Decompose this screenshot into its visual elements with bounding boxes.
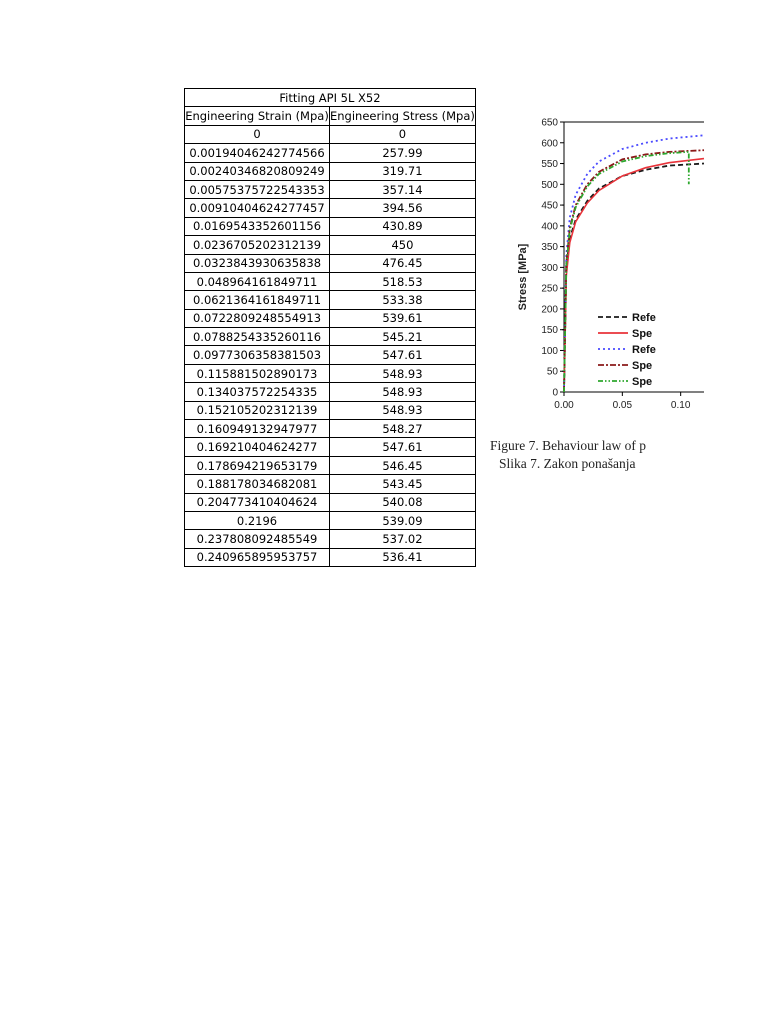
strain-cell: 0 — [185, 125, 330, 143]
strain-cell: 0.115881502890173 — [185, 364, 330, 382]
strain-cell: 0.237808092485549 — [185, 530, 330, 548]
strain-cell: 0.178694219653179 — [185, 456, 330, 474]
y-tick-label: 0 — [552, 387, 558, 399]
table-row — [185, 420, 476, 438]
stress-cell: 543.45 — [330, 475, 476, 493]
strain-cell: 0.152105202312139 — [185, 401, 330, 419]
table-title: Fitting API 5L X52 — [185, 89, 476, 107]
figure-caption-serbian: Slika 7. Zakon ponašanja — [499, 456, 636, 471]
stress-cell: 476.45 — [330, 254, 476, 272]
strain-cell: 0.0169543352601156 — [185, 217, 330, 235]
table-row — [185, 475, 476, 493]
stress-strain-chart — [510, 112, 691, 422]
table-row — [185, 125, 476, 143]
stress-cell: 533.38 — [330, 291, 476, 309]
stress-cell: 518.53 — [330, 272, 476, 290]
x-tick-label: 0.10 — [670, 400, 691, 411]
table-row — [185, 199, 476, 217]
stress-cell: 539.09 — [330, 511, 476, 529]
figure-caption-english: Figure 7. Behaviour law of p — [490, 438, 646, 453]
series-line-5 — [564, 152, 689, 392]
strain-cell: 0.00575375722543353 — [185, 180, 330, 198]
series-line-2 — [564, 159, 704, 392]
strain-cell: 0.2196 — [185, 511, 330, 529]
stress-cell: 537.02 — [330, 530, 476, 548]
column-header-stress: Engineering Stress (Mpa) — [330, 107, 476, 125]
strain-cell: 0.204773410404624 — [185, 493, 330, 511]
y-tick-label: 650 — [541, 117, 558, 129]
legend-label: Spe — [632, 376, 653, 388]
strain-cell: 0.0621364161849711 — [185, 291, 330, 309]
table-row — [185, 364, 476, 382]
table-row — [185, 254, 476, 272]
y-tick-label: 200 — [541, 304, 558, 316]
stress-cell: 548.93 — [330, 401, 476, 419]
stress-cell: 430.89 — [330, 217, 476, 235]
table-row — [185, 383, 476, 401]
table-row — [185, 328, 476, 346]
legend-label: Spe — [632, 360, 653, 372]
strain-cell: 0.00240346820809249 — [185, 162, 330, 180]
table-row — [185, 144, 476, 162]
strain-cell: 0.169210404624277 — [185, 438, 330, 456]
fitting-data-table — [184, 88, 476, 567]
stress-cell: 548.93 — [330, 364, 476, 382]
table-row — [185, 511, 476, 529]
stress-cell: 548.27 — [330, 420, 476, 438]
stress-cell: 394.56 — [330, 199, 476, 217]
table-row — [185, 438, 476, 456]
strain-cell: 0.240965895953757 — [185, 548, 330, 566]
table-body — [185, 125, 476, 566]
y-axis-label: Stress [MPa] — [517, 243, 529, 311]
x-tick-label: 0.05 — [612, 400, 633, 411]
strain-cell: 0.0236705202312139 — [185, 236, 330, 254]
stress-cell: 547.61 — [330, 438, 476, 456]
table-row — [185, 530, 476, 548]
y-tick-label: 350 — [541, 242, 558, 254]
x-tick-label: 0.00 — [554, 400, 574, 411]
table-row — [185, 401, 476, 419]
stress-cell: 319.71 — [330, 162, 476, 180]
table-row — [185, 493, 476, 511]
table-row — [185, 346, 476, 364]
strain-cell: 0.0323843930635838 — [185, 254, 330, 272]
table-row — [185, 180, 476, 198]
table-row — [185, 236, 476, 254]
table-row — [185, 309, 476, 327]
table-row — [185, 272, 476, 290]
stress-cell: 539.61 — [330, 309, 476, 327]
legend-label: Refe — [632, 344, 656, 356]
series-line-1 — [564, 164, 704, 393]
strain-cell: 0.0788254335260116 — [185, 328, 330, 346]
strain-cell: 0.134037572254335 — [185, 383, 330, 401]
stress-cell: 0 — [330, 125, 476, 143]
table-row — [185, 456, 476, 474]
stress-cell: 257.99 — [330, 144, 476, 162]
strain-cell: 0.00194046242774566 — [185, 144, 330, 162]
legend-label: Refe — [632, 312, 656, 324]
strain-cell: 0.048964161849711 — [185, 272, 330, 290]
y-tick-label: 500 — [541, 179, 558, 191]
y-tick-label: 550 — [541, 159, 558, 171]
stress-cell: 548.93 — [330, 383, 476, 401]
stress-cell: 540.08 — [330, 493, 476, 511]
stress-cell: 545.21 — [330, 328, 476, 346]
stress-cell: 357.14 — [330, 180, 476, 198]
y-tick-label: 600 — [541, 138, 558, 150]
strain-cell: 0.160949132947977 — [185, 420, 330, 438]
y-tick-label: 50 — [546, 366, 558, 378]
y-tick-label: 400 — [541, 221, 558, 233]
table-row — [185, 162, 476, 180]
y-tick-label: 250 — [541, 283, 558, 295]
stress-strain-figure — [510, 112, 691, 422]
strain-cell: 0.00910404624277457 — [185, 199, 330, 217]
table-row — [185, 548, 476, 566]
y-tick-label: 300 — [541, 262, 558, 274]
strain-cell: 0.0722809248554913 — [185, 309, 330, 327]
column-header-strain: Engineering Strain (Mpa) — [185, 107, 330, 125]
strain-cell: 0.0977306358381503 — [185, 346, 330, 364]
stress-cell: 547.61 — [330, 346, 476, 364]
table-row — [185, 291, 476, 309]
stress-cell: 536.41 — [330, 548, 476, 566]
strain-cell: 0.188178034682081 — [185, 475, 330, 493]
legend-label: Spe — [632, 328, 653, 340]
y-tick-label: 150 — [541, 325, 558, 337]
y-tick-label: 450 — [541, 200, 558, 212]
table-row — [185, 217, 476, 235]
stress-cell: 450 — [330, 236, 476, 254]
y-tick-label: 100 — [541, 345, 558, 357]
stress-cell: 546.45 — [330, 456, 476, 474]
